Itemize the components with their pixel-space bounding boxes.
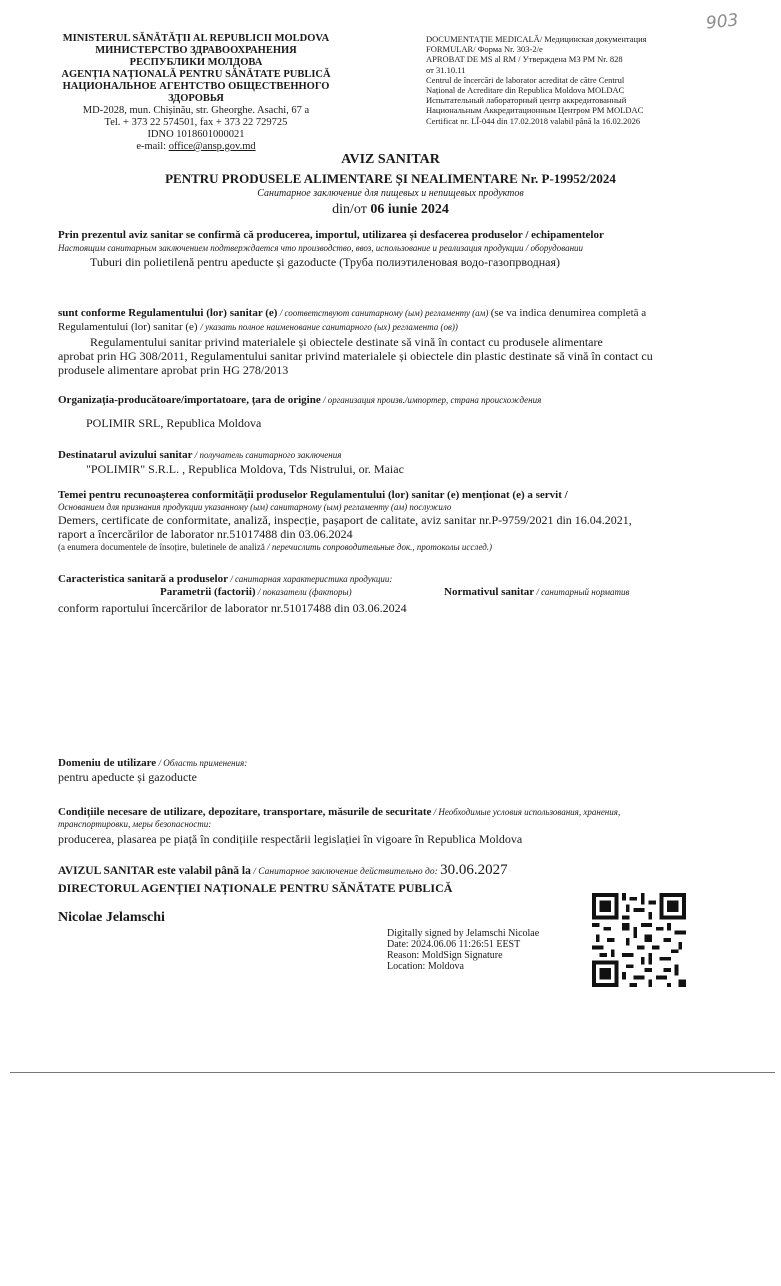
producer-label: Organizația-producătoare/importatoare, țara de origine	[58, 394, 321, 406]
recipient-section	[58, 449, 738, 476]
regulations-value: produsele alimentare aprobat prin HG 278/2013	[58, 363, 289, 377]
basis-section	[58, 489, 738, 553]
regulations-label-ru: / соответствуют санитарному (ым) регламенту (ам)	[277, 308, 491, 318]
director-name: Nicolae Jelamschi	[58, 910, 165, 925]
form-line: от 31.10.11	[426, 64, 466, 75]
regulations-label-line2	[58, 321, 738, 333]
basis-label-ru: Основанием для признания продукции указанному (ым) санитарному (ым) регламенту (ам) послужило	[58, 502, 452, 512]
date-prefix: din/от	[332, 202, 371, 217]
signature-line: Reason: MoldSign Signature	[387, 950, 503, 961]
issuer-idno: IDNO 1018601000021	[147, 129, 245, 140]
header-line: МИНИСТЕРСТВО ЗДРАВООХРАНЕНИЯ	[95, 45, 297, 56]
validity-row	[58, 862, 508, 879]
recipient-value: "POLIMIR" S.R.L. , Republica Moldova, Tds Nistrului, or. Maiac	[86, 462, 404, 476]
issuer-address: MD-2028, mun. Chișinău, str. Gheorghe. Asachi, 67 a	[82, 105, 310, 116]
document-date	[0, 202, 781, 218]
page-bottom-divider	[10, 1072, 775, 1073]
parameters-label-ru: / показатели (факторы)	[255, 587, 352, 597]
conditions-value: producerea, plasarea pe piață în condițiile respectării legislației în vigoare în Republica Moldova	[58, 832, 523, 846]
norm-label: Normativul sanitar	[444, 586, 535, 598]
basis-note-row	[58, 541, 738, 553]
conditions-section	[58, 806, 748, 846]
basis-value: Demers, certificate de conformitate, analiză, inspecție, pașaport de calitate, aviz sanitar nr.P-9759/2021 din 16.04.2021,	[58, 513, 632, 527]
producer-label-ru: / организация произв./импортер, страна происхождения	[320, 395, 542, 405]
signature-line: Date: 2024.06.06 11:26:51 EEST	[387, 939, 521, 950]
basis-note: (a enumera documentele de însoțire, buletinele de analiză	[58, 542, 265, 552]
parameters-header	[160, 586, 352, 598]
director-title: DIRECTORUL AGENȚIEI NAȚIONALE PENTRU SĂNĂTATE PUBLICĂ	[58, 881, 453, 895]
characteristics-section	[58, 573, 738, 585]
issuer-header	[48, 33, 344, 153]
regulations-label-tail: (se va indica denumirea completă a	[490, 307, 647, 319]
form-line: Centrul de încercări de laborator acreditat de către Centrul	[426, 74, 625, 85]
conditions-label-ru2: транспортировки, меры безопасности:	[58, 819, 212, 829]
product-label: Prin prezentul aviz sanitar se confirmă că producerea, importul, utilizarea și desfacerea produselor / echipamentelor	[58, 229, 604, 241]
form-line: FORMULAR/ Форма Nr. 303-2/e	[426, 44, 543, 55]
conditions-label: Condițiile necesare de utilizare, depozitare, transportare, măsurile de securitate	[58, 806, 432, 818]
form-line: Национальным Аккредитационным Центром РМ MOLDAC	[426, 105, 644, 116]
regulations-section	[58, 307, 738, 377]
header-line: ЗДОРОВЬЯ	[168, 93, 224, 104]
product-value: Tuburi din polietilenă pentru apeducte și gazoducte (Труба полиэтиленовая водо-газопрводная)	[90, 255, 561, 269]
signature-line: Location: Moldova	[387, 961, 464, 972]
basis-value: raport a încercărilor de laborator nr.51017488 din 03.06.2024	[58, 527, 353, 541]
norm-label-ru: / санитарный норматив	[534, 587, 630, 597]
form-line: DOCUMENTAȚIE MEDICALĂ/ Медицинская документация	[426, 34, 647, 44]
document-subtitle: PENTRU PRODUSELE ALIMENTARE ȘI NEALIMENTARE Nr. P-19952/2024	[165, 171, 616, 186]
recipient-label: Destinatarul avizului sanitar	[58, 449, 193, 461]
characteristics-value: conform raportului încercărilor de laborator nr.51017488 din 03.06.2024	[58, 601, 407, 615]
email-label: e-mail:	[136, 141, 169, 152]
characteristics-label-ru: / санитарная характеристика продукции:	[227, 574, 393, 584]
product-section	[58, 229, 738, 269]
product-label-ru: Настоящим санитарным заключением подтверждается что производство, ввоз, использование и реализация продукции / оборудовании	[58, 243, 584, 253]
date-value: 06 iunie 2024	[370, 202, 449, 217]
validity-date: 30.06.2027	[440, 862, 508, 878]
characteristics-label: Caracteristica sanitară a produselor	[58, 573, 228, 585]
form-line: Național de Acreditare din Republica Moldova MOLDAC	[426, 85, 625, 96]
usage-value: pentru apeducte și gazoducte	[58, 770, 197, 784]
issuer-phone: Tel. + 373 22 574501, fax + 373 22 729725	[104, 117, 288, 128]
validity-label-ru: / Санитарное заключение действительно до:	[250, 867, 441, 877]
digital-signature	[387, 928, 587, 972]
regulations-label-line	[58, 307, 738, 319]
qr-code	[592, 893, 686, 987]
regulations-label-cont: Regulamentului (lor) sanitar (e)	[58, 321, 201, 333]
form-header	[426, 34, 756, 126]
form-line: Испытательный лабораторный центр аккредитованный	[426, 95, 627, 106]
recipient-label-ru: / получатель санитарного заключения	[192, 450, 342, 460]
regulations-label: sunt conforme Regulamentului (lor) sanitar (e)	[58, 307, 278, 319]
usage-label: Domeniu de utilizare	[58, 757, 157, 769]
regulations-label-ru2: / указать полное наименование санитарного (ых) регламента (ов))	[200, 322, 458, 332]
regulations-value: Regulamentului sanitar privind materialele și obiectele destinate să vină în contact cu produsele alimentare	[90, 335, 603, 349]
producer-value: POLIMIR SRL, Republica Moldova	[86, 416, 262, 430]
header-line: РЕСПУБЛИКИ МОЛДОВА	[129, 57, 263, 68]
validity-label: AVIZUL SANITAR este valabil până la	[58, 865, 251, 877]
header-line: MINISTERUL SĂNĂTĂȚII AL REPUBLICII MOLDOVA	[62, 33, 330, 44]
regulations-value: aprobat prin HG 308/2011, Regulamentului sanitar privind materialele și obiectele din plastic destinate să vină în contact cu	[58, 349, 653, 363]
form-line: Certificat nr. LÎ-044 din 17.02.2018 valabil până la 16.02.2026	[426, 115, 641, 126]
conditions-label-ru: / Необходимые условия использования, хранения,	[431, 807, 621, 817]
basis-note-ru: / перечислить сопроводительные док., протоколы исслед.)	[264, 542, 493, 552]
parameters-label: Parametrii (factorii)	[160, 586, 256, 598]
header-line: НАЦИОНАЛЬНОЕ АГЕНТСТВО ОБЩЕСТВЕННОГО	[62, 81, 330, 92]
form-line: APROBAT DE MS al RM / Утверждена МЗ РМ Nr. 828	[426, 54, 623, 65]
usage-section	[58, 757, 738, 784]
basis-label: Temei pentru recunoașterea conformității produselor Regulamentului (lor) sanitar (e) menționat (e) a servit /	[58, 489, 568, 501]
producer-section	[58, 394, 738, 430]
document-title: AVIZ SANITAR	[341, 152, 440, 167]
email-link[interactable]: office@ansp.gov.md	[168, 141, 256, 152]
header-line: AGENȚIA NAȚIONALĂ PENTRU SĂNĂTATE PUBLICĂ	[61, 69, 331, 80]
usage-label-ru: / Область применения:	[156, 758, 248, 768]
signature-line: Digitally signed by Jelamschi Nicolae	[387, 928, 540, 939]
document-subtitle-ru: Санитарное заключение для пищевых и непищевых продуктов	[257, 188, 524, 199]
handwritten-number: 903	[705, 10, 740, 34]
norm-header	[444, 586, 629, 598]
